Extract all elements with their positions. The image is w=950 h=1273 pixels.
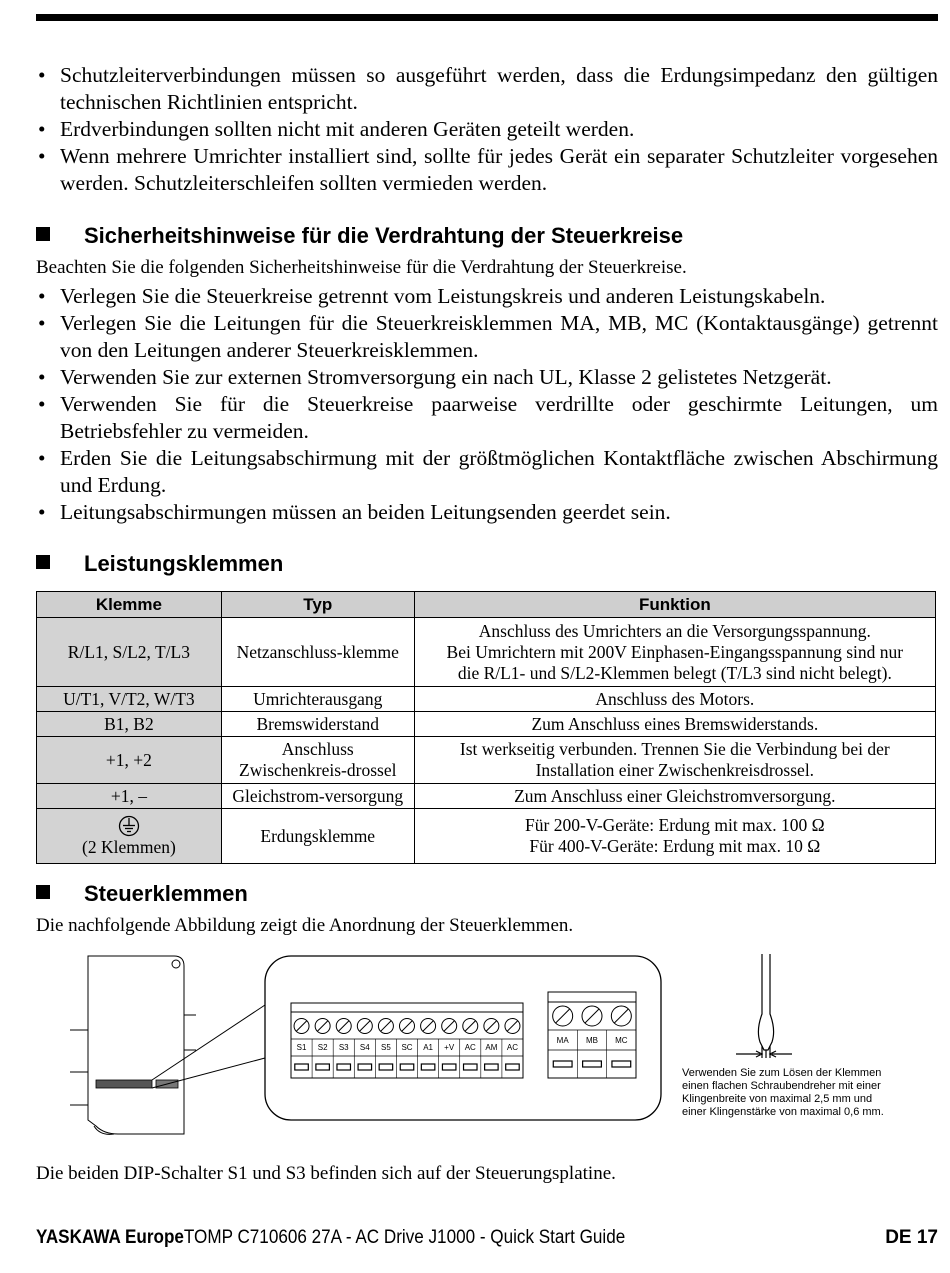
cell-klemme: (2 Klemmen)	[37, 809, 222, 864]
cell-funktion: Zum Anschluss einer Gleichstromversorgung.	[414, 784, 935, 809]
cell-funktion: Anschluss des Umrichters an die Versorgungsspannung. Bei Umrichtern mit 200V Einphasen-Eingangsspannung sind nur die R/L1- und S/L2-Klemmen belegt (T/L3 sind nicht belegt).	[414, 618, 935, 687]
control-terminal-wire-slot	[316, 1064, 329, 1070]
control-wiring-intro: Beachten Sie die folgenden Sicherheitshinweise für die Verdrahtung der Steuerkreise.	[36, 257, 687, 278]
cell-typ: Netzanschluss-klemme	[221, 618, 414, 687]
control-terminal-label: +V	[444, 1043, 455, 1052]
list-item: • Erden Sie die Leitungsabschirmung mit der größtmöglichen Kontaktfläche zwischen Abschirmung und Erdung.	[38, 446, 938, 497]
control-terminal-wire-slot	[379, 1064, 392, 1070]
relay-terminal-label: MA	[556, 1036, 569, 1045]
control-terminal-label: A1	[423, 1043, 433, 1052]
list-item: • Erdverbindungen sollten nicht mit anderen Geräten geteilt werden.	[38, 117, 635, 141]
cell-typ: Gleichstrom-versorgung	[221, 784, 414, 809]
earth-ground-icon	[118, 815, 140, 837]
list-item: • Leitungsabschirmungen müssen an beiden Leitungsenden geerdet sein.	[38, 500, 671, 524]
square-bullet-icon	[36, 885, 50, 899]
control-terminal-label: S4	[359, 1043, 370, 1052]
cell-funktion: Anschluss des Motors.	[414, 687, 935, 712]
list-item: • Verlegen Sie die Steuerkreise getrennt vom Leistungskreis und anderen Leistungskabeln.	[38, 284, 826, 308]
power-terminals-table	[36, 591, 936, 864]
cell-funktion: Zum Anschluss eines Bremswiderstands.	[414, 712, 935, 737]
control-terminal-wire-slot	[295, 1064, 308, 1070]
section-heading-power-terminals: Leistungsklemmen	[36, 550, 283, 578]
control-terminal-wire-slot	[400, 1064, 413, 1070]
list-item: • Verlegen Sie die Leitungen für die Steuerkreisklemmen MA, MB, MC (Kontaktausgänge) getrennt von den Leitungen anderer Steuerkreisklemmen.	[38, 311, 938, 362]
control-terminal-label: SC	[401, 1043, 413, 1052]
column-header-klemme: Klemme	[37, 592, 222, 618]
relay-terminal-wire-slot	[612, 1061, 631, 1067]
control-terminal-label: S2	[317, 1043, 328, 1052]
cell-klemme: B1, B2	[37, 712, 222, 737]
list-item: • Schutzleiterverbindungen müssen so ausgeführt werden, dass die Erdungsimpedanz den gültigen technischen Richtlinien entspricht.	[38, 63, 938, 114]
top-rule	[36, 14, 938, 21]
control-terminal-wire-slot	[506, 1064, 519, 1070]
screwdriver-icon	[736, 954, 792, 1058]
footer-doc-info	[36, 1226, 625, 1250]
cell-typ: Anschluss Zwischenkreis-drossel	[221, 737, 414, 784]
page-number: DE 17	[885, 1227, 938, 1248]
control-wiring-bullets	[36, 283, 938, 526]
control-terminal-label: S5	[381, 1043, 391, 1052]
section-heading-control-terminals: Steuerklemmen	[36, 880, 248, 908]
cell-typ: Bremswiderstand	[221, 712, 414, 737]
list-item: • Wenn mehrere Umrichter installiert sind, sollte für jedes Gerät ein separater Schutzleiter vorgesehen werden. Schutzleiterschleifen sollten vermieden werden.	[38, 144, 938, 195]
control-terminal-wire-slot	[485, 1064, 498, 1070]
control-terminal-wire-slot	[464, 1064, 477, 1070]
table-row	[37, 784, 936, 809]
control-terminal-label: AC	[506, 1043, 519, 1052]
column-header-typ: Typ	[221, 592, 414, 618]
footer-brand: YASKAWA Europe	[36, 1227, 184, 1248]
relay-terminal-label: MC	[615, 1036, 628, 1045]
control-terminal-label: S1	[296, 1043, 307, 1052]
control-terminal-label: S3	[338, 1043, 349, 1052]
table-row	[37, 618, 936, 687]
terminal-block	[291, 1003, 523, 1078]
relay-terminal-block	[548, 992, 636, 1078]
page-footer	[36, 1226, 938, 1252]
drive-outline	[70, 956, 196, 1134]
control-terminal-wire-slot	[421, 1064, 434, 1070]
relay-terminal-wire-slot	[553, 1061, 572, 1067]
list-item: • Verwenden Sie für die Steuerkreise paarweise verdrillte oder geschirmte Leitungen, um Betriebsfehler zu vermeiden.	[38, 392, 938, 443]
relay-terminal-wire-slot	[583, 1061, 602, 1067]
control-terminal-wire-slot	[442, 1064, 455, 1070]
cell-klemme: +1, –	[37, 784, 222, 809]
section-heading-control-wiring: Sicherheitshinweise für die Verdrahtung der Steuerkreise	[36, 222, 683, 250]
table-header-row	[37, 592, 936, 618]
callout-lines	[152, 1005, 265, 1088]
control-terminal-label: AM	[485, 1043, 498, 1052]
table-row	[37, 737, 936, 784]
control-terminal-wire-slot	[358, 1064, 371, 1070]
table-row	[37, 809, 936, 864]
cell-funktion: Für 200-V-Geräte: Erdung mit max. 100 Ω Für 400-V-Geräte: Erdung mit max. 10 Ω	[414, 809, 935, 864]
cell-klemme: U/T1, V/T2, W/T3	[37, 687, 222, 712]
control-terminal-label: AC	[464, 1043, 476, 1052]
table-row	[37, 712, 936, 737]
control-terminals-intro: Die nachfolgende Abbildung zeigt die Anordnung der Steuerklemmen.	[36, 915, 574, 936]
square-bullet-icon	[36, 555, 50, 569]
table-row	[37, 687, 936, 712]
dip-switch-note: Die beiden DIP-Schalter S1 und S3 befinden sich auf der Steuerungsplatine.	[36, 1163, 616, 1184]
footer-doc-title: TOMP C710606 27A - AC Drive J1000 - Quick Start Guide	[183, 1227, 626, 1248]
screwdriver-note: Verwenden Sie zum Lösen der Klemmen einen flachen Schraubendreher mit einer Klingenbreite von maximal 2,5 mm und einer Klingenstärke von maximal 0,6 mm.	[682, 1067, 884, 1118]
list-item: • Verwenden Sie zur externen Stromversorgung ein nach UL, Klasse 2 gelistetes Netzgerät.	[38, 365, 832, 389]
cell-klemme: +1, +2	[37, 737, 222, 784]
grounding-bullets	[36, 62, 938, 197]
square-bullet-icon	[36, 227, 50, 241]
column-header-funktion: Funktion	[414, 592, 935, 618]
control-terminal-wire-slot	[337, 1064, 350, 1070]
cell-typ: Umrichterausgang	[221, 687, 414, 712]
cell-typ: Erdungsklemme	[221, 809, 414, 864]
cell-klemme: R/L1, S/L2, T/L3	[37, 618, 222, 687]
cell-funktion: Ist werkseitig verbunden. Trennen Sie die Verbindung bei der Installation einer Zwischenkreisdrossel.	[414, 737, 935, 784]
relay-terminal-label: MB	[586, 1036, 598, 1045]
